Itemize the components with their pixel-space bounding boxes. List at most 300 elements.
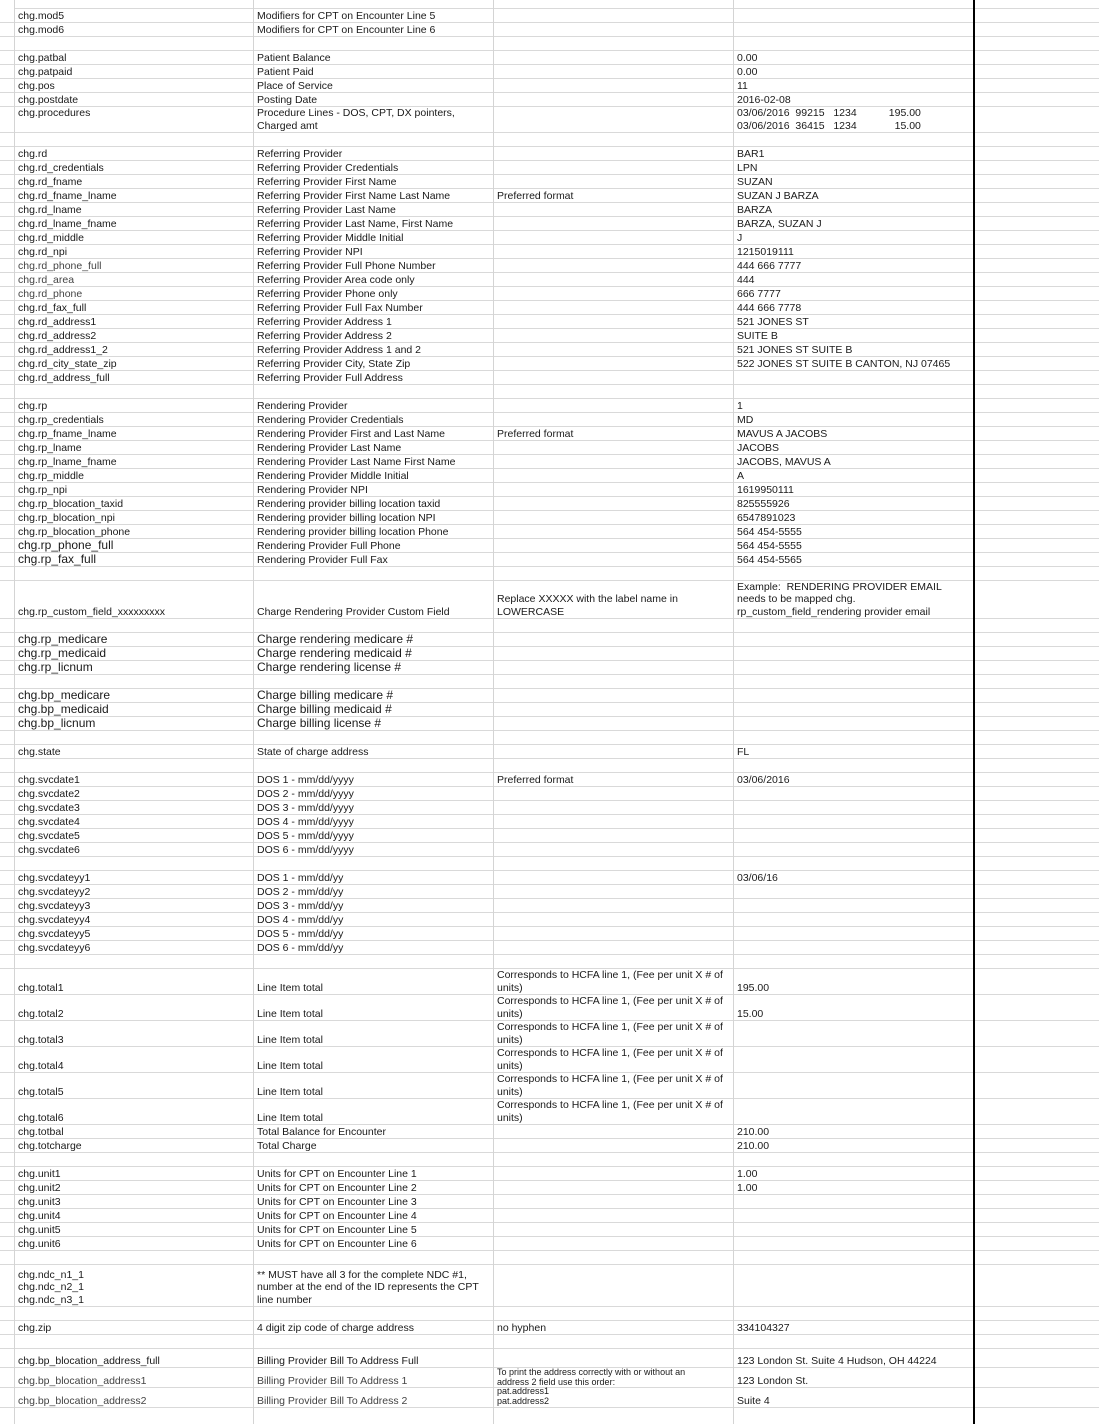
field-description-cell: DOS 1 - mm/dd/yyyy <box>257 773 354 786</box>
table-row <box>0 357 1099 371</box>
field-example-cell: 564 454-5565 <box>737 553 802 566</box>
field-description-cell: Rendering Provider Last Name <box>257 441 402 454</box>
field-example-cell: BARZA, SUZAN J <box>737 217 822 230</box>
table-row <box>0 1209 1099 1223</box>
field-description-cell: Line Item total <box>257 981 323 994</box>
field-name-cell: chg.rp_fname_lname <box>18 427 117 440</box>
table-row <box>0 469 1099 483</box>
field-example-cell: SUZAN <box>737 175 773 188</box>
field-name-cell: chg.postdate <box>18 93 79 106</box>
table-row <box>0 189 1099 203</box>
table-row <box>0 287 1099 301</box>
table-row <box>0 969 1099 995</box>
field-example-cell: 0.00 <box>737 65 758 78</box>
table-row <box>0 843 1099 857</box>
field-description-cell: Charge billing license # <box>257 716 382 730</box>
field-name-cell: chg.unit6 <box>18 1237 61 1250</box>
column-border-4 <box>973 0 975 1424</box>
field-description-cell: Referring Provider Address 1 and 2 <box>257 343 422 356</box>
field-description-cell: Total Charge <box>257 1139 317 1152</box>
field-example-cell: MAVUS A JACOBS <box>737 427 828 440</box>
table-row <box>0 955 1099 969</box>
field-example-cell: LPN <box>737 161 758 174</box>
field-description-cell: Referring Provider Phone only <box>257 287 398 300</box>
field-name-cell: chg.svcdate2 <box>18 787 80 800</box>
field-example-cell: 1215019111 <box>737 245 794 258</box>
field-name-cell: chg.svcdate1 <box>18 773 80 786</box>
field-name-cell: chg.rd_npi <box>18 245 68 258</box>
field-example-cell: 2016-02-08 <box>737 93 791 106</box>
field-name-cell: chg.rp_licnum <box>18 660 93 674</box>
field-name-cell: chg.procedures <box>18 107 91 119</box>
table-row <box>0 511 1099 525</box>
field-example-cell: 03/06/2016 <box>737 773 790 786</box>
table-row <box>0 675 1099 689</box>
table-row <box>0 1167 1099 1181</box>
field-description-cell: Units for CPT on Encounter Line 3 <box>257 1195 417 1208</box>
field-example-cell: 03/06/16 <box>737 871 778 884</box>
field-name-cell: chg.mod6 <box>18 23 65 36</box>
table-row <box>0 553 1099 567</box>
table-row <box>0 731 1099 745</box>
table-row <box>0 343 1099 357</box>
table-row <box>0 273 1099 287</box>
field-note-cell: Corresponds to HCFA line 1, (Fee per unit X # of units) <box>497 969 723 994</box>
table-row <box>0 927 1099 941</box>
table-row <box>0 107 1099 133</box>
field-name-cell: chg.rp_fax_full <box>18 552 97 566</box>
field-example-cell: 210.00 <box>737 1139 770 1152</box>
table-row <box>0 1321 1099 1335</box>
table-row <box>0 581 1099 619</box>
field-description-cell: Charge Rendering Provider Custom Field <box>257 605 450 618</box>
field-name-cell: chg.rd_address1 <box>18 315 97 328</box>
field-name-cell: chg.rd_phone_full <box>18 259 102 272</box>
table-row <box>0 65 1099 79</box>
field-example-cell: 521 JONES ST <box>737 315 809 328</box>
field-name-cell: chg.rp_medicare <box>18 632 108 646</box>
table-row <box>0 759 1099 773</box>
field-name-cell: chg.svcdate6 <box>18 843 80 856</box>
field-example-cell: 564 454-5555 <box>737 539 802 552</box>
table-row <box>0 567 1099 581</box>
field-name-cell: chg.rd_credentials <box>18 161 104 174</box>
field-name-cell: chg.rd_phone <box>18 287 83 300</box>
field-description-cell: Units for CPT on Encounter Line 5 <box>257 1223 417 1236</box>
table-row <box>0 815 1099 829</box>
table-row <box>0 1099 1099 1125</box>
field-example-cell: A <box>737 469 745 482</box>
field-description-cell: Modifiers for CPT on Encounter Line 5 <box>257 9 436 22</box>
field-description-cell: DOS 4 - mm/dd/yy <box>257 913 344 926</box>
table-row <box>0 455 1099 469</box>
field-example-cell: 521 JONES ST SUITE B <box>737 343 853 356</box>
field-example-cell: 123 London St. <box>737 1374 809 1387</box>
table-row <box>0 801 1099 815</box>
table-row <box>0 441 1099 455</box>
field-example-cell: 210.00 <box>737 1125 770 1138</box>
field-description-cell: DOS 2 - mm/dd/yyyy <box>257 787 354 800</box>
table-row <box>0 133 1099 147</box>
table-row <box>0 1073 1099 1099</box>
field-name-cell: chg.svcdateyy6 <box>18 941 91 954</box>
table-row <box>0 1125 1099 1139</box>
field-example-cell: 15.00 <box>737 1007 764 1020</box>
field-name-cell: chg.rd_address2 <box>18 329 97 342</box>
field-name-cell: chg.rd_city_state_zip <box>18 357 117 370</box>
column-border-2 <box>493 0 494 1424</box>
field-name-cell: chg.svcdateyy2 <box>18 885 91 898</box>
table-row <box>0 483 1099 497</box>
table-row <box>0 385 1099 399</box>
field-name-cell: chg.bp_blocation_address2 <box>18 1394 147 1407</box>
table-row <box>0 203 1099 217</box>
field-example-cell: 444 <box>737 273 755 286</box>
field-example-cell: 11 <box>737 79 748 92</box>
field-description-cell: State of charge address <box>257 745 369 758</box>
field-description-cell: Line Item total <box>257 1007 323 1020</box>
field-name-cell: chg.rd <box>18 147 48 160</box>
field-description-cell: Charge rendering license # <box>257 660 402 674</box>
field-name-cell: chg.unit4 <box>18 1209 61 1222</box>
field-description-cell: Line Item total <box>257 1085 323 1098</box>
table-row <box>0 1153 1099 1167</box>
field-name-cell: chg.rd_middle <box>18 231 84 244</box>
field-name-cell: chg.rd_fax_full <box>18 301 87 314</box>
field-name-cell: chg.rp <box>18 399 48 412</box>
field-description-cell: Modifiers for CPT on Encounter Line 6 <box>257 23 436 36</box>
column-border-1 <box>253 0 254 1424</box>
field-example-cell: 195.00 <box>737 981 770 994</box>
column-border-3 <box>733 0 734 1424</box>
field-name-cell: chg.rp_blocation_taxid <box>18 497 124 510</box>
field-name-cell: chg.rd_area <box>18 273 75 286</box>
field-name-cell: chg.rp_blocation_npi <box>18 511 115 524</box>
table-row <box>0 79 1099 93</box>
field-name-cell: chg.zip <box>18 1321 52 1334</box>
field-description-cell: 4 digit zip code of charge address <box>257 1321 415 1334</box>
field-note-cell: no hyphen <box>497 1321 547 1334</box>
field-description-cell: Rendering Provider Credentials <box>257 413 404 426</box>
field-description-cell: DOS 6 - mm/dd/yyyy <box>257 843 354 856</box>
table-row <box>0 301 1099 315</box>
field-note-cell: Corresponds to HCFA line 1, (Fee per unit X # of units) <box>497 1073 723 1098</box>
table-row <box>0 539 1099 553</box>
field-description-cell: DOS 5 - mm/dd/yyyy <box>257 829 354 842</box>
field-name-cell: chg.rp_middle <box>18 469 84 482</box>
field-name-cell: chg.rp_lname <box>18 441 82 454</box>
field-example-cell: 444 666 7778 <box>737 301 802 314</box>
field-example-cell: 1.00 <box>737 1167 758 1180</box>
field-name-cell: chg.totcharge <box>18 1139 82 1152</box>
field-name-cell: chg.svcdateyy1 <box>18 871 91 884</box>
field-description-cell: Charge rendering medicare # <box>257 632 414 646</box>
table-row <box>0 787 1099 801</box>
field-name-cell: chg.bp_licnum <box>18 716 96 730</box>
field-example-cell: JACOBS <box>737 441 780 454</box>
field-name-cell: chg.state <box>18 745 61 758</box>
field-description-cell: Rendering Provider First and Last Name <box>257 427 445 440</box>
field-note-cell: pat.address1 pat.address2 <box>497 1386 550 1406</box>
field-example-cell: Suite 4 <box>737 1394 770 1407</box>
field-name-cell: chg.total5 <box>18 1085 64 1098</box>
table-row <box>0 399 1099 413</box>
field-description-cell: Rendering Provider Last Name First Name <box>257 455 456 468</box>
field-example-cell: SUZAN J BARZA <box>737 189 819 202</box>
table-row <box>0 1047 1099 1073</box>
field-name-cell: chg.unit5 <box>18 1223 61 1236</box>
field-description-cell: Referring Provider Area code only <box>257 273 415 286</box>
field-note-cell: To print the address correctly with or without an address 2 field use this order: <box>497 1367 686 1387</box>
table-row <box>0 1388 1099 1408</box>
table-row <box>0 497 1099 511</box>
field-description-cell: Referring Provider Middle Initial <box>257 231 404 244</box>
field-name-cell: chg.rp_custom_field_xxxxxxxxx <box>18 605 166 618</box>
field-name-cell: chg.bp_blocation_address_full <box>18 1354 160 1367</box>
column-border-left <box>14 0 15 1424</box>
table-row <box>0 427 1099 441</box>
field-description-cell: ** MUST have all 3 for the complete NDC #1, number at the end of the ID represents the CPT line number <box>257 1268 479 1306</box>
field-name-cell: chg.rp_blocation_phone <box>18 525 131 538</box>
field-description-cell: Referring Provider First Name <box>257 175 397 188</box>
table-row <box>0 51 1099 65</box>
table-row <box>0 661 1099 675</box>
field-description-cell: Rendering Provider <box>257 399 348 412</box>
table-row <box>0 413 1099 427</box>
field-description-cell: Referring Provider <box>257 147 343 160</box>
field-example-cell: 1.00 <box>737 1181 758 1194</box>
field-description-cell: Patient Paid <box>257 65 314 78</box>
field-note-cell: Corresponds to HCFA line 1, (Fee per unit X # of units) <box>497 995 723 1020</box>
table-row <box>0 175 1099 189</box>
table-row <box>0 315 1099 329</box>
field-name-cell: chg.pos <box>18 79 55 92</box>
field-note-cell: Corresponds to HCFA line 1, (Fee per unit X # of units) <box>497 1021 723 1046</box>
field-description-cell: Units for CPT on Encounter Line 4 <box>257 1209 417 1222</box>
field-example-cell: JACOBS, MAVUS A <box>737 455 831 468</box>
table-row <box>0 773 1099 787</box>
table-row <box>0 689 1099 703</box>
field-example-cell: 1 <box>737 399 743 412</box>
field-example-cell: 0.00 <box>737 51 758 64</box>
field-name-cell: chg.svcdateyy5 <box>18 927 91 940</box>
field-name-cell: chg.svcdate5 <box>18 829 80 842</box>
field-description-cell: DOS 4 - mm/dd/yyyy <box>257 815 354 828</box>
table-row <box>0 1237 1099 1251</box>
table-row <box>0 93 1099 107</box>
field-name-cell: chg.total3 <box>18 1033 64 1046</box>
field-description-cell: Referring Provider City, State Zip <box>257 357 411 370</box>
table-row <box>0 147 1099 161</box>
field-description-cell: Referring Provider Full Address <box>257 371 403 384</box>
field-name-cell: chg.unit3 <box>18 1195 61 1208</box>
field-example-cell: 03/06/2016 99215 1234 195.00 03/06/2016 36415 1234 15.00 <box>737 107 921 132</box>
field-description-cell: Billing Provider Bill To Address 1 <box>257 1374 408 1387</box>
field-description-cell: Rendering provider billing location Phone <box>257 525 449 538</box>
field-name-cell: chg.bp_blocation_address1 <box>18 1374 147 1387</box>
field-example-cell: 825555926 <box>737 497 790 510</box>
field-description-cell: DOS 5 - mm/dd/yy <box>257 927 344 940</box>
field-name-cell: chg.totbal <box>18 1125 64 1138</box>
field-description-cell: Place of Service <box>257 79 333 92</box>
table-row <box>0 1349 1099 1368</box>
field-description-cell: Referring Provider Address 2 <box>257 329 392 342</box>
field-name-cell: chg.rd_address1_2 <box>18 343 108 356</box>
field-name-cell: chg.rd_fname <box>18 175 83 188</box>
field-description-cell: Referring Provider Full Phone Number <box>257 259 436 272</box>
table-row <box>0 871 1099 885</box>
field-name-cell: chg.unit1 <box>18 1167 61 1180</box>
field-description-cell: DOS 6 - mm/dd/yy <box>257 941 344 954</box>
table-row <box>0 161 1099 175</box>
field-description-cell: Rendering Provider Full Phone <box>257 539 401 552</box>
table-row <box>0 231 1099 245</box>
field-note-cell: Preferred format <box>497 427 574 440</box>
field-example-cell: BAR1 <box>737 147 765 160</box>
field-name-cell: chg.patpaid <box>18 65 73 78</box>
field-example-cell: 6547891023 <box>737 511 796 524</box>
table-row <box>0 1251 1099 1265</box>
field-description-cell: Line Item total <box>257 1111 323 1124</box>
table-row <box>0 1021 1099 1047</box>
field-description-cell: DOS 3 - mm/dd/yy <box>257 899 344 912</box>
field-description-cell: Referring Provider Last Name <box>257 203 396 216</box>
field-description-cell: DOS 3 - mm/dd/yyyy <box>257 801 354 814</box>
field-description-cell: Charge billing medicare # <box>257 688 394 702</box>
field-example-cell: FL <box>737 745 750 758</box>
field-example-cell: Example: RENDERING PROVIDER EMAIL needs to be mapped chg. rp_custom_field_rendering provider email <box>737 580 942 618</box>
table-row <box>0 1181 1099 1195</box>
field-description-cell: Billing Provider Bill To Address 2 <box>257 1394 408 1407</box>
field-description-cell: Units for CPT on Encounter Line 6 <box>257 1237 417 1250</box>
table-row <box>0 941 1099 955</box>
field-example-cell: MD <box>737 413 754 426</box>
field-note-cell: Corresponds to HCFA line 1, (Fee per unit X # of units) <box>497 1099 723 1124</box>
field-description-cell: Units for CPT on Encounter Line 1 <box>257 1167 417 1180</box>
field-name-cell: chg.mod5 <box>18 9 65 22</box>
table-row <box>0 885 1099 899</box>
field-name-cell: chg.unit2 <box>18 1181 61 1194</box>
table-row <box>0 1307 1099 1321</box>
field-name-cell: chg.rd_fname_lname <box>18 189 117 202</box>
field-description-cell: Charge rendering medicaid # <box>257 646 412 660</box>
field-description-cell: DOS 1 - mm/dd/yy <box>257 871 344 884</box>
field-description-cell: Line Item total <box>257 1033 323 1046</box>
field-example-cell: BARZA <box>737 203 773 216</box>
field-note-cell: Replace XXXXX with the label name in LOWERCASE <box>497 593 678 618</box>
field-description-cell: DOS 2 - mm/dd/yy <box>257 885 344 898</box>
table-row <box>0 259 1099 273</box>
field-note-cell: Preferred format <box>497 189 574 202</box>
field-name-cell: chg.bp_medicare <box>18 688 111 702</box>
field-name-cell: chg.rp_lname_fname <box>18 455 117 468</box>
field-description-cell: Posting Date <box>257 93 318 106</box>
field-description-cell: Billing Provider Bill To Address Full <box>257 1354 419 1367</box>
field-name-cell: chg.total4 <box>18 1059 64 1072</box>
table-row <box>0 23 1099 37</box>
table-row <box>0 647 1099 661</box>
field-description-cell: Patient Balance <box>257 51 331 64</box>
field-name-cell: chg.rp_npi <box>18 483 68 496</box>
field-name-cell: chg.rp_credentials <box>18 413 104 426</box>
field-description-cell: Rendering provider billing location taxid <box>257 497 441 510</box>
field-description-cell: Referring Provider First Name Last Name <box>257 189 451 202</box>
table-row <box>0 371 1099 385</box>
field-name-cell: chg.bp_medicaid <box>18 702 109 716</box>
field-name-cell: chg.rd_lname_fname <box>18 217 117 230</box>
field-note-cell: Preferred format <box>497 773 574 786</box>
field-name-cell: chg.svcdateyy4 <box>18 913 91 926</box>
field-name-cell: chg.rp_medicaid <box>18 646 107 660</box>
field-example-cell: 564 454-5555 <box>737 525 802 538</box>
field-description-cell: Referring Provider Last Name, First Name <box>257 217 454 230</box>
table-row <box>0 829 1099 843</box>
table-row <box>0 525 1099 539</box>
table-row <box>0 1265 1099 1307</box>
field-name-cell: chg.patbal <box>18 51 67 64</box>
field-description-cell: Line Item total <box>257 1059 323 1072</box>
table-row <box>0 1368 1099 1388</box>
field-name-cell: chg.total1 <box>18 981 64 994</box>
table-row <box>0 1223 1099 1237</box>
field-description-cell: Referring Provider Full Fax Number <box>257 301 423 314</box>
table-row <box>0 1335 1099 1349</box>
field-example-cell: 1619950111 <box>737 483 794 496</box>
table-row <box>0 9 1099 23</box>
table-row <box>0 245 1099 259</box>
table-row <box>0 329 1099 343</box>
table-row <box>0 745 1099 759</box>
field-note-cell: Corresponds to HCFA line 1, (Fee per unit X # of units) <box>497 1047 723 1072</box>
table-row <box>0 619 1099 633</box>
table-row <box>0 633 1099 647</box>
field-description-cell: Rendering Provider NPI <box>257 483 368 496</box>
table-row <box>0 899 1099 913</box>
table-row <box>0 995 1099 1021</box>
field-name-cell: chg.total2 <box>18 1007 64 1020</box>
table-row <box>0 717 1099 731</box>
field-name-cell: chg.rd_address_full <box>18 371 110 384</box>
table-row <box>0 703 1099 717</box>
field-name-cell: chg.svcdate4 <box>18 815 80 828</box>
field-description-cell: Total Balance for Encounter <box>257 1125 386 1138</box>
field-description-cell: Rendering provider billing location NPI <box>257 511 436 524</box>
field-description-cell: Rendering Provider Full Fax <box>257 553 388 566</box>
field-example-cell: 123 London St. Suite 4 Hudson, OH 44224 <box>737 1354 937 1367</box>
field-name-cell: chg.svcdate3 <box>18 801 80 814</box>
field-example-cell: SUITE B <box>737 329 778 342</box>
table-row <box>0 857 1099 871</box>
table-row <box>0 1139 1099 1153</box>
field-name-cell: chg.rp_phone_full <box>18 538 114 552</box>
field-name-cell: chg.svcdateyy3 <box>18 899 91 912</box>
table-row <box>0 913 1099 927</box>
field-example-cell: 444 666 7777 <box>737 259 802 272</box>
field-description-cell: Referring Provider NPI <box>257 245 363 258</box>
table-row <box>0 1195 1099 1209</box>
field-description-cell: Procedure Lines - DOS, CPT, DX pointers, Charged amt <box>257 107 455 132</box>
field-example-cell: J <box>737 231 743 244</box>
table-row <box>0 217 1099 231</box>
field-description-cell: Rendering Provider Middle Initial <box>257 469 409 482</box>
field-name-cell: chg.ndc_n1_1 chg.ndc_n2_1 chg.ndc_n3_1 <box>18 1268 84 1306</box>
field-example-cell: 666 7777 <box>737 287 781 300</box>
field-description-cell: Units for CPT on Encounter Line 2 <box>257 1181 417 1194</box>
field-description-cell: Referring Provider Credentials <box>257 161 399 174</box>
field-description-cell: Charge billing medicaid # <box>257 702 392 716</box>
field-name-cell: chg.total6 <box>18 1111 64 1124</box>
field-example-cell: 522 JONES ST SUITE B CANTON, NJ 07465 <box>737 357 951 370</box>
